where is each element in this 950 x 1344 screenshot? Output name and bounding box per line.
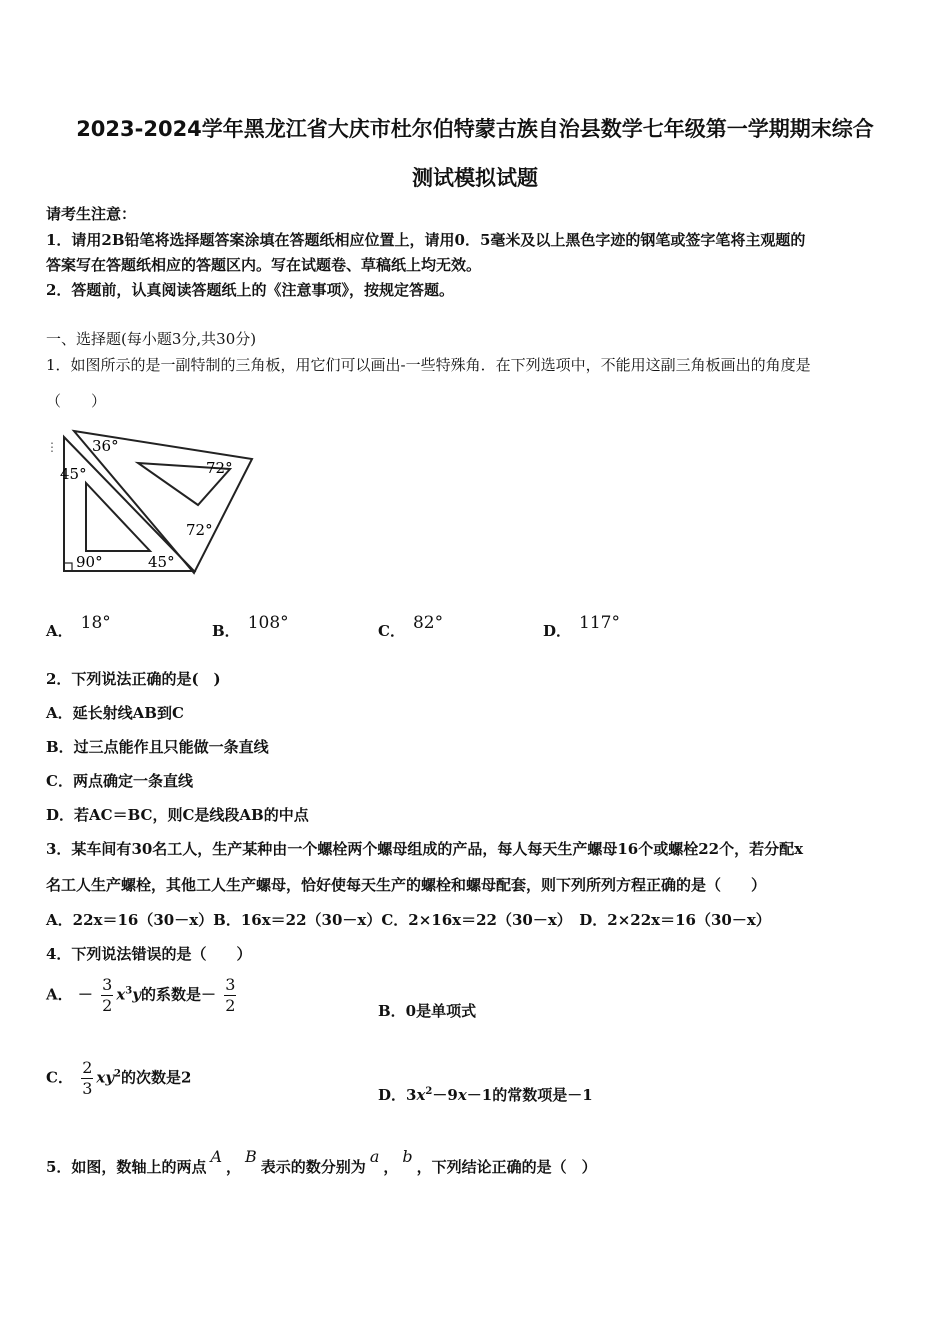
q2-option-b[interactable]: B．过三点能作且只能做一条直线 <box>46 738 269 756</box>
page-title-line2: 测试模拟试题 <box>412 166 538 190</box>
fig-label-90: 90° <box>76 553 103 571</box>
q2-option-d[interactable]: D．若AC＝BC，则C是线段AB的中点 <box>46 806 309 824</box>
q4-option-b[interactable]: B．0是单项式 <box>378 1002 477 1020</box>
q4-a-fraction-2: $\frac{3}{2}$ <box>225 975 236 1015</box>
triangle-ruler-figure <box>46 425 266 585</box>
q4-c-fraction: $\frac{2}{3}$ <box>82 1058 93 1098</box>
q5-stem: 5．如图，数轴上的两点A，B表示的数分别为a，b，下列结论正确的是（ ） <box>46 1147 597 1176</box>
q5-var-a: a <box>369 1147 380 1166</box>
q3-options[interactable]: A．22x＝16（30－x）B．16x＝22（30－x）C．2×16x＝22（30－x） D．2×22x＝16（30－x） <box>46 911 771 929</box>
q1-paren: （ ） <box>46 392 107 410</box>
q3-stem-line1: 3．某车间有30名工人，生产某种由一个螺栓两个螺母组成的产品，每人每天生产螺母16个或螺栓22个，若分配x <box>46 840 804 858</box>
q2-stem: 2．下列说法正确的是( ) <box>46 670 221 688</box>
q2-option-c[interactable]: C．两点确定一条直线 <box>46 772 193 790</box>
q4-a-fraction: $\frac{3}{2}$ <box>102 975 113 1015</box>
q4-stem: 4．下列说法错误的是（ ） <box>46 945 252 963</box>
q3-stem-line2: 名工人生产螺栓，其他工人生产螺母，恰好使每天生产的螺栓和螺母配套，则下列所列方程正确的是（ ） <box>46 876 767 894</box>
q5-point-a: A <box>210 1147 223 1166</box>
notice-item1a: 1．请用2B铅笔将选择题答案涂填在答题纸相应位置上，请用0．5毫米及以上黑色字迹的钢笔或签字笔将主观题的 <box>46 231 806 249</box>
q1-stem: 1．如图所示的是一副特制的三角板，用它们可以画出-一些特殊角．在下列选项中，不能用这副三角板画出的角度是 <box>46 356 811 374</box>
notice-item2: 2．答题前，认真阅读答题纸上的《注意事项》，按规定答题。 <box>46 281 454 299</box>
fig-label-36: 36° <box>92 437 119 455</box>
q1-option-a[interactable]: A． 18° <box>46 613 111 640</box>
fig-label-45-bottom: 45° <box>148 553 175 571</box>
q1-option-d[interactable]: D． 117° <box>543 613 620 640</box>
q2-option-a[interactable]: A．延长射线AB到C <box>46 704 184 722</box>
notice-item1b: 答案写在答题纸相应的答题区内。写在试题卷、草稿纸上均无效。 <box>46 256 482 274</box>
svg-text:⋮: ⋮ <box>46 440 58 454</box>
q1-option-c[interactable]: C． 82° <box>378 613 444 640</box>
page-title-line1: 2023-2024学年黑龙江省大庆市杜尔伯特蒙古族自治县数学七年级第一学期期末综合 <box>76 117 874 141</box>
q4-option-d[interactable]: D．$3x^2-9x-1$的常数项是－1 <box>378 1086 593 1104</box>
q1-option-b[interactable]: B． 108° <box>212 613 289 640</box>
fig-label-72-top: 72° <box>206 459 233 477</box>
q5-var-b: b <box>402 1147 413 1166</box>
fig-label-45-left: 45° <box>60 465 87 483</box>
q4-option-c[interactable]: C． $\frac{2}{3}$ $xy^2$的次数是2 <box>46 1058 192 1098</box>
q4-option-a[interactable]: A． － $\frac{3}{2}$ $x^3y$的系数是－ $\frac{3}{2}$ <box>46 975 236 1015</box>
q1-option-d-value: 117° <box>579 613 620 633</box>
fig-label-72-bottom: 72° <box>186 521 213 539</box>
q5-point-b: B <box>245 1147 257 1166</box>
q1-option-c-value: 82° <box>412 613 444 633</box>
q1-option-a-value: 18° <box>80 613 111 633</box>
q1-option-b-value: 108° <box>247 613 289 633</box>
notice-heading: 请考生注意： <box>46 205 137 223</box>
section-heading: 一、选择题(每小题3分,共30分) <box>46 330 257 348</box>
